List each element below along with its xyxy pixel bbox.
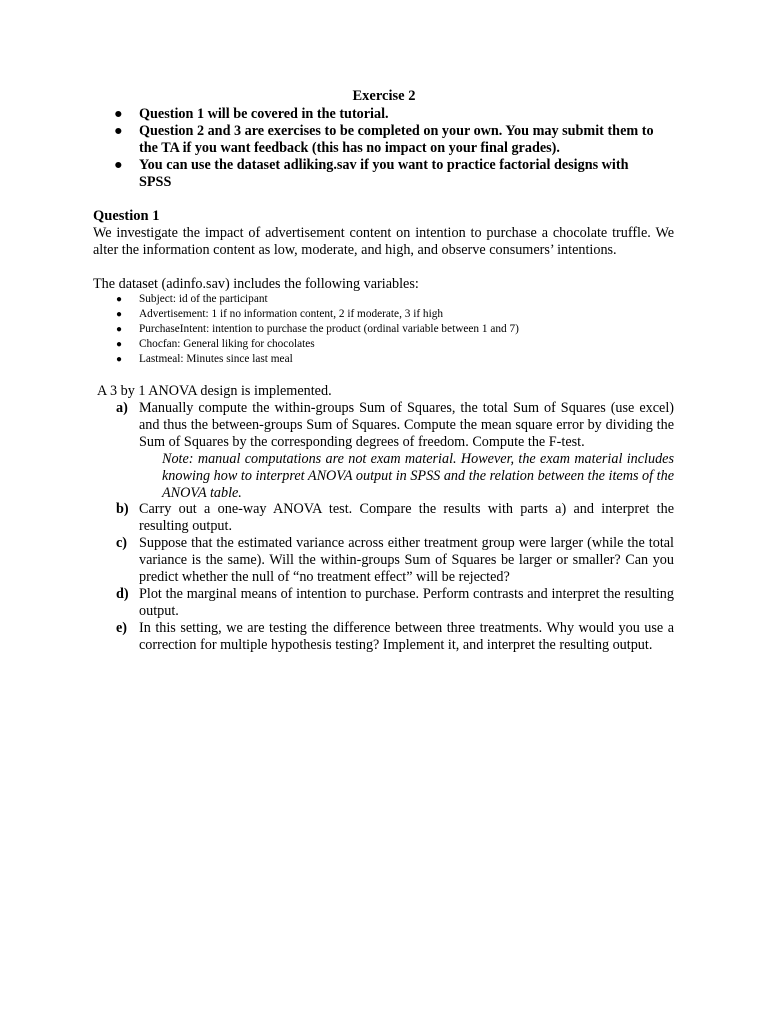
- variable-item: [116, 352, 676, 367]
- variable-text: Lastmeal: Minutes since last meal: [139, 353, 293, 365]
- part-text: Carry out a one-way ANOVA test. Compare the results with parts a) and interpret the resulting output.: [139, 501, 674, 535]
- question-part-a: [116, 400, 674, 501]
- question-heading: Question 1: [93, 208, 160, 224]
- variable-item: [116, 307, 676, 322]
- design-statement: A 3 by 1 ANOVA design is implemented.: [97, 383, 332, 399]
- part-text: Suppose that the estimated variance across either treatment group were larger (while the total variance is the same). Will the within-groups Sum of Squares be larger or smaller? Can you predict whether the null of “no treatment effect” will be rejected?: [139, 535, 674, 586]
- part-letter: b): [116, 501, 129, 518]
- question-parts-list: [116, 400, 674, 654]
- exercise-title: Exercise 2: [352, 88, 416, 104]
- part-note: Note: manual computations are not exam material. However, the exam material includes knowing how to interpret ANOVA output in SPSS and the relation between the items of the ANOVA table.: [162, 450, 674, 501]
- part-letter: e): [116, 619, 128, 636]
- part-letter: c): [116, 535, 128, 552]
- question-part-b: [116, 501, 674, 535]
- part-text: Manually compute the within-groups Sum of Squares, the total Sum of Squares (use excel) and thus the between-groups Sum of Squares. Compute the mean square error by dividing the Sum of Squares by the corresponding degrees of freedom. Compute the F-test.: [139, 400, 674, 450]
- bullet-icon: ●: [114, 106, 123, 122]
- question-part-c: [116, 535, 674, 586]
- instructions-list: [114, 106, 659, 191]
- variable-text: Chocfan: General liking for chocolates: [139, 338, 315, 350]
- question-part-e: [116, 620, 674, 654]
- variable-text: Advertisement: 1 if no information content, 2 if moderate, 3 if high: [139, 308, 444, 320]
- variable-item: [116, 322, 676, 337]
- variable-text: Subject: id of the participant: [139, 293, 268, 305]
- variable-item: [116, 292, 676, 307]
- bullet-icon: ●: [116, 354, 123, 365]
- bullet-icon: ●: [116, 324, 123, 335]
- instruction-text: Question 2 and 3 are exercises to be completed on your own. You may submit them to the TA if you want feedback (this has no impact on your final grades).: [139, 123, 654, 156]
- bullet-icon: ●: [116, 294, 123, 305]
- variable-text: PurchaseIntent: intention to purchase the product (ordinal variable between 1 and 7): [139, 323, 519, 335]
- instruction-item: [114, 157, 659, 191]
- part-letter: d): [116, 585, 129, 602]
- variables-list: [116, 292, 676, 367]
- part-letter: a): [116, 400, 128, 416]
- part-text: In this setting, we are testing the difference between three treatments. Why would you use a correction for multiple hypothesis testing? Implement it, and interpret the resulting output.: [139, 619, 674, 653]
- instruction-text: You can use the dataset adliking.sav if you want to practice factorial designs with SPSS: [139, 157, 629, 190]
- dataset-description: The dataset (adinfo.sav) includes the following variables:: [93, 276, 419, 292]
- bullet-icon: ●: [114, 157, 123, 173]
- bullet-icon: ●: [116, 339, 123, 350]
- question-intro: We investigate the impact of advertisement content on intention to purchase a chocolate truffle. We alter the information content as low, moderate, and high, and observe consumers’ intentions.: [93, 225, 674, 258]
- instruction-text: Question 1 will be covered in the tutorial.: [139, 106, 389, 122]
- part-text: Plot the marginal means of intention to purchase. Perform contrasts and interpret the resulting output.: [139, 585, 674, 619]
- instruction-item: [114, 106, 659, 123]
- variable-item: [116, 337, 676, 352]
- instruction-item: [114, 123, 659, 157]
- bullet-icon: ●: [114, 123, 123, 139]
- question-part-d: [116, 586, 674, 620]
- bullet-icon: ●: [116, 309, 123, 320]
